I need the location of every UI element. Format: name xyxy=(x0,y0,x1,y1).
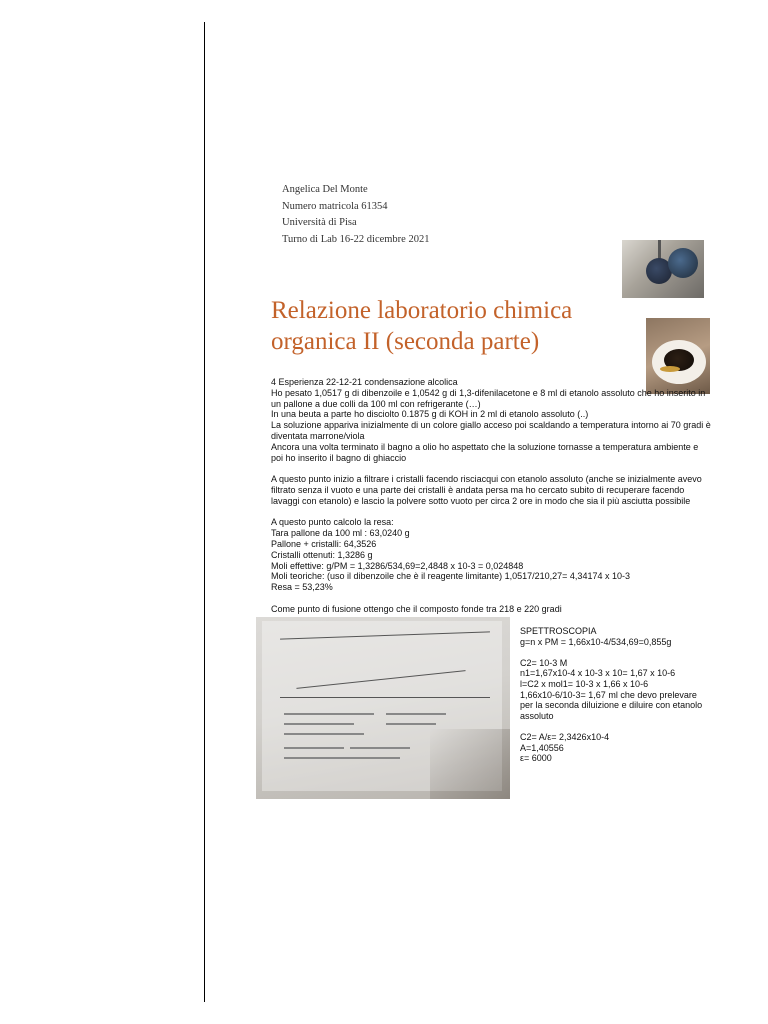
spectroscopy-notes xyxy=(520,626,710,774)
paragraph-filtration: A questo punto inizio a filtrare i cristalli facendo risciacqui con etanolo assoluto (anche se inizialmente avevo filtrato senza il vuoto e una parte dei cristalli è andata persa ma ho cercato subito di recuperare facendo lavaggi con etanolo) e lascio la polvere sotto vuoto per circa 2 ore in modo che sia il più asciutta possibile xyxy=(271,474,702,506)
paragraph-procedure: 4 Esperienza 22-12-21 condensazione alcolica Ho pesato 1,0517 g di dibenzoile e 1,0542 g di 1,3-difenilacetone e 8 ml di etanolo assoluto che ho inserito in un pallone a due colli da 100 ml con refrigerante (…) In una beuta a parte ho disciolto 0.1875 g di KOH in 2 ml di etanolo assoluto (..) La soluzione appariva inizialmente di un colore giallo acceso poi scaldando a temperatura intorno ai 70 gradi è diventata marrone/viola Ancora una volta terminato il bagno a olio ho aspettato che la soluzione tornasse a temperatura ambiente e poi ho inserito il bagno di ghiaccio xyxy=(271,377,711,463)
header-block xyxy=(282,182,429,248)
photo-plot-baseline xyxy=(280,697,490,698)
student-number: Numero matricola 61354 xyxy=(282,200,388,212)
photo-bowl-rim xyxy=(660,366,680,372)
photo-table-line xyxy=(386,713,446,715)
photo-table-line xyxy=(284,747,344,749)
photo-table-line xyxy=(350,747,410,749)
photo-flask-right xyxy=(668,248,698,278)
flask-photo xyxy=(622,240,704,298)
page-title: Relazione laboratorio chimica organica II (seconda parte) xyxy=(271,297,573,355)
margin-line xyxy=(204,22,205,1002)
photo-table-line xyxy=(350,757,400,759)
photo-table-line xyxy=(284,733,364,735)
university-name: Università di Pisa xyxy=(282,217,357,228)
paragraph-yield: A questo punto calcolo la resa: Tara pallone da 100 ml : 63,0240 g Pallone + cristalli: 64,3526 Cristalli ottenuti: 1,3286 g Moli effettive: g/PM = 1,3286/534,69=2,4848 x 10-3 = 0,024848 Moli teoriche: (uso il dibenzoile che è il reagente limitante) 1,0517/210,27= 4,34174 x 10-3 Resa = 53,23% xyxy=(271,517,630,593)
lab-shift: Turno di Lab 16-22 dicembre 2021 xyxy=(282,233,430,245)
photo-table-line xyxy=(284,723,354,725)
photo-table-line xyxy=(386,723,436,725)
author-name: Angelica Del Monte xyxy=(282,184,368,195)
photo-table-line xyxy=(284,757,359,759)
spectroscopy-absorbance: C2= A/ε= 2,3426x10-4 A=1,40556 ε= 6000 xyxy=(520,731,610,764)
photo-table-line xyxy=(284,713,374,715)
paragraph-melting-point: Come punto di fusione ottengo che il composto fonde tra 218 e 220 gradi xyxy=(271,603,562,614)
report-body xyxy=(271,377,711,625)
spectrum-printout-photo xyxy=(256,617,510,799)
spectroscopy-dilution: C2= 10-3 M n1=1,67x10-4 x 10-3 x 10= 1,67 x 10-6 l=C2 x mol1= 10-3 x 1,66 x 10-6 1,66x10-6/10-3= 1,67 ml che devo prelevare per la seconda diluizione e diluire con etanolo assoluto xyxy=(520,657,703,721)
spectroscopy-heading: SPETTROSCOPIA g=n x PM = 1,66x10-4/534,69=0,855g xyxy=(520,626,672,647)
photo-shadow xyxy=(430,729,510,799)
